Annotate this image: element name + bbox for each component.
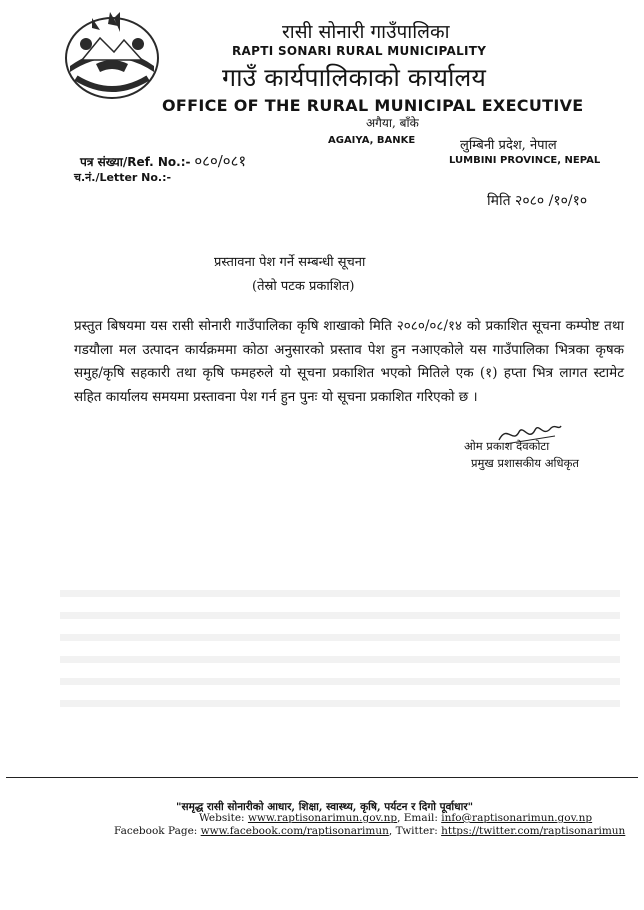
twitter-label: , Twitter: [388, 825, 442, 837]
municipality-name-english: RAPTI SONARI RURAL MUNICIPALITY [232, 44, 487, 58]
nepal-emblem-icon [62, 8, 162, 103]
footer-slogan: "समृद्ध रासी सोनारीको आधार, शिक्षा, स्वास्थ्य, कृषि, पर्यटन र दिगो पूर्वाधार" [176, 801, 474, 813]
ref-number-value: ०८०/०८१ [194, 152, 247, 170]
signatory-name: ओम प्रकाश देवकोटा [464, 439, 550, 453]
facebook-label: Facebook Page: [114, 825, 201, 837]
office-name-nepali: गाउँ कार्यपालिकाको कार्यालय [222, 63, 486, 92]
email-link[interactable]: info@raptisonarimun.gov.np [441, 812, 593, 824]
website-link[interactable]: www.raptisonarimun.gov.np [247, 812, 398, 824]
footer-contact-line [199, 812, 592, 824]
facebook-link[interactable]: www.facebook.com/raptisonarimun [200, 825, 389, 837]
location-english: AGAIYA, BANKE [328, 135, 416, 146]
ref-number-line [80, 151, 246, 171]
letter-number-label: च.नं./Letter No.:- [74, 171, 172, 184]
notice-subject: प्रस्तावना पेश गर्ने सम्बन्धी सूचना [214, 255, 366, 270]
footer-divider [6, 777, 638, 778]
twitter-link[interactable]: https://twitter.com/raptisonarimun [441, 825, 626, 837]
footer-social-line [114, 825, 625, 837]
ref-number-label: पत्र संख्या/Ref. No.:- [80, 155, 191, 169]
notice-body: प्रस्तुत बिषयमा यस रासी सोनारी गाउँपालिका कृषि शाखाको मिति २०८०/०८/१४ को प्रकाशित सूचना कम्पोष्ट तथा गडयौला मल उत्पादन कार्यक्रममा कोठा अनुसारको प्रस्ताव पेश हुन नआएकोले यस गाउँपालिका भित्रका कृषक समुह/कृषि सहकारी तथा कृषि फमहरुले यो सूचना प्रकाशित भएको मितिले एक (१) हप्ता भित्र लागत स्टामेट सहित कार्यालय समयमा प्रस्तावना पेश गर्न हुन पुनः यो सूचना प्रकाशित गरिएको छ । [74, 318, 624, 405]
bleed-through-shadow [60, 590, 620, 720]
email-label: , Email: [397, 812, 442, 824]
office-name-english: OFFICE OF THE RURAL MUNICIPAL EXECUTIVE [162, 96, 584, 115]
province-english: LUMBINI PROVINCE, NEPAL [449, 155, 601, 166]
province-nepali: लुम्बिनी प्रदेश, नेपाल [460, 138, 557, 153]
signatory-title: प्रमुख प्रशासकीय अधिकृत [471, 456, 579, 470]
website-label: Website: [199, 812, 248, 824]
municipality-name-nepali: रासी सोनारी गाउँपालिका [282, 21, 450, 43]
location-nepali: अगैया, बाँके [366, 116, 419, 130]
letter-date: मिति २०८० /१०/१० [487, 193, 588, 209]
publication-note: (तेस्रो पटक प्रकाशित) [252, 279, 355, 294]
